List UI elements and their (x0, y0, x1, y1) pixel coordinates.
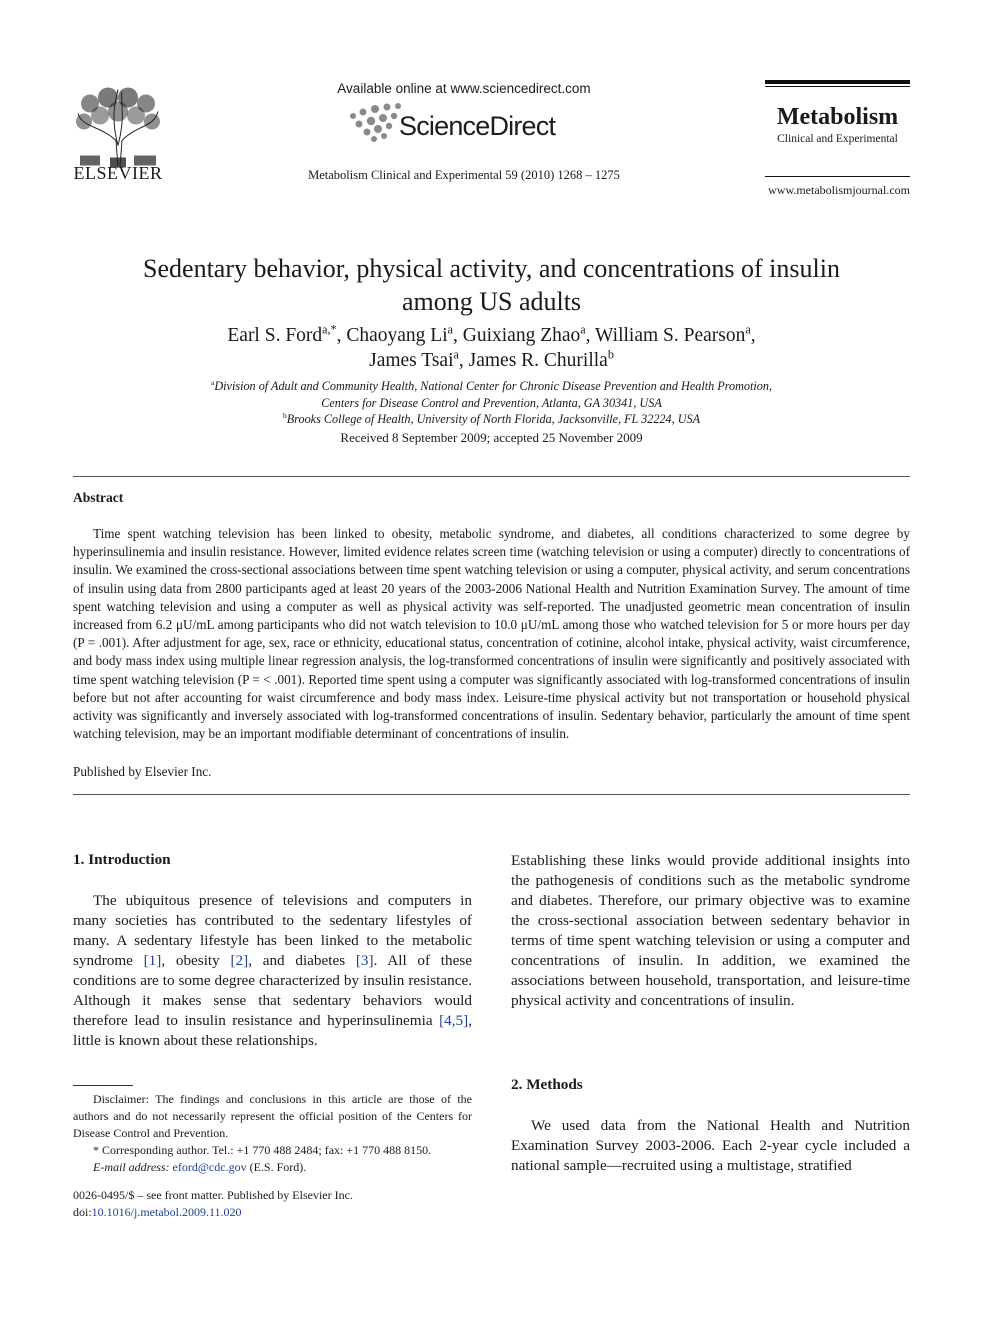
author-6: James R. Churilla$^b$ (468, 347, 614, 371)
title-line-1: Sedentary behavior, physical activity, and concentrations of insulin (143, 254, 840, 283)
footnotes (73, 1091, 472, 1176)
journal-citation: Metabolism Clinical and Experimental 59 (2010) 1268 – 1275 (308, 168, 620, 182)
email-link[interactable]: eford@cdc.gov (172, 1160, 247, 1174)
email-footnote: E-mail address: eford@cdc.gov (E.S. Ford). (93, 1160, 307, 1174)
affiliations (73, 378, 910, 428)
abstract-heading: Abstract (73, 490, 124, 505)
disclaimer-footnote: Disclaimer: The findings and conclusions in this article are those of the authors and do not necessarily represent the official position of the Centers for Disease Control and Prevention. (73, 1092, 472, 1140)
abstract-publisher-note: Published by Elsevier Inc. (73, 764, 212, 779)
article-title (73, 252, 910, 318)
divider-below-abstract (73, 794, 910, 795)
received-dates: Received 8 September 2009; accepted 25 November 2009 (340, 430, 643, 445)
divider-above-abstract (73, 476, 910, 477)
issn-line: 0026-0495/$ – see front matter. Published by Elsevier Inc. (73, 1188, 353, 1202)
abstract-body (73, 525, 910, 743)
journal-rule-thick (765, 80, 910, 84)
journal-rule-bottom (765, 176, 910, 177)
intro-heading: 1. Introduction (73, 851, 171, 868)
ref-link-1[interactable]: [1] (143, 952, 162, 969)
methods-heading: 2. Methods (511, 1076, 583, 1093)
doi-line: doi:10.1016/j.metabol.2009.11.020 (73, 1205, 242, 1219)
author-4: William S. Pearson$^a$, (595, 322, 756, 346)
ref-link-3[interactable]: [3] (355, 952, 374, 969)
author-3: Guixiang Zhao$^a$, (462, 322, 596, 346)
publisher-name: ELSEVIER (73, 163, 163, 183)
front-matter (73, 1187, 472, 1221)
footnote-rule (73, 1085, 133, 1086)
affiliation-a: $^a$Division of Adult and Community Health, National Center for Chronic Disease Prevention and Health Promotion, Centers for Disease Control and Prevention, Atlanta, GA 30341, USA (210, 377, 772, 410)
methods-paragraph: We used data from the National Health and Nutrition Examination Survey 2003-2006. Each 2-year cycle included a national sample—recruited using a multistage, stratified (511, 1117, 910, 1174)
available-online-text: Available online at www.sciencedirect.com (337, 81, 591, 96)
author-5: James Tsai$^a$, (369, 347, 469, 371)
author-list (73, 323, 910, 373)
intro-paragraph: The ubiquitous presence of televisions and computers in many societies has contributed to the sedentary lifestyles of many. A sedentary lifestyle has been linked to the metabolic syndrome [1], obesity [2], and diabetes [3]. All of these conditions are to some degree characterized by insulin resistance. Although it makes sense that sedentary behaviors would therefore lead to insulin resistance and hyperinsulinemia [4,5], little is known about these relationships. (73, 892, 472, 1049)
author-2: Chaoyang Li$^a$, (346, 322, 463, 346)
doi-link[interactable]: 10.1016/j.metabol.2009.11.020 (91, 1205, 242, 1219)
affiliation-b: $^b$Brooks College of Health, University of North Florida, Jacksonville, FL 32224, USA (282, 410, 701, 426)
journal-name: Metabolism (776, 104, 899, 130)
abstract-paragraph: Time spent watching television has been linked to obesity, metabolic syndrome, and diabetes, all conditions characterized to some degree by hyperinsulinemia and insulin resistance. However, limited evidence relates screen time (watching television or using a computer) directly to concentrations of insulin. We examined the cross-sectional associations between time spent watching television or using a computer, physical activity, and serum concentrations of insulin using data from 2800 participants aged at least 20 years of the 2003-2006 National Health and Nutrition Examination Survey. The amount of time spent watching television and using a computer as well as physical activity was self-reported. The unadjusted geometric mean concentration of insulin increased from 6.2 μU/mL among participants who did not watch television to 10.0 μU/mL among those who watched television for 5 or more hours per day (P = .001). After adjustment for age, sex, race or ethnicity, educational status, concentration of cotinine, alcohol intake, physical activity, waist circumference, and body mass index using multiple linear regression analysis, the log-transformed concentrations of insulin were significantly and positively associated with time spent watching television (P = < .001). Reported time spent using a computer was significantly associated with log-transformed concentrations of insulin before but not after accounting for waist circumference and body mass index. Leisure-time physical activity but not transportation or household physical activity was significantly and inversely associated with log-transformed concentrations of insulin. Sedentary behavior, particularly the amount of time spent watching television, may be an important modifiable determinant of concentrations of insulin. (73, 526, 910, 742)
ref-link-2[interactable]: [2] (230, 952, 249, 969)
journal-url-link[interactable]: www.metabolismjournal.com (768, 183, 910, 197)
title-line-2: among US adults (401, 287, 582, 316)
journal-subtitle: Clinical and Experimental (777, 133, 898, 145)
corresponding-footnote: * Corresponding author. Tel.: +1 770 488 2484; fax: +1 770 488 8150. (93, 1143, 432, 1157)
journal-rule-thin (765, 86, 910, 87)
ref-link-4-5[interactable]: [4,5] (439, 1012, 469, 1029)
author-1: Earl S. Ford$^{a,*}$, (227, 322, 347, 346)
intro-continued-paragraph: Establishing these links would provide additional insights into the pathogenesis of conditions such as the metabolic syndrome and diabetes. Therefore, our primary objective was to examine the cross-sectional association between sedentary behavior in terms of time spent watching television or using a computer and concentrations of insulin. In addition, we examined the associations between household, transportation, and leisure-time physical activity and concentrations of insulin. (511, 852, 910, 1009)
sciencedirect-wordmark: ScienceDirect (399, 111, 556, 141)
